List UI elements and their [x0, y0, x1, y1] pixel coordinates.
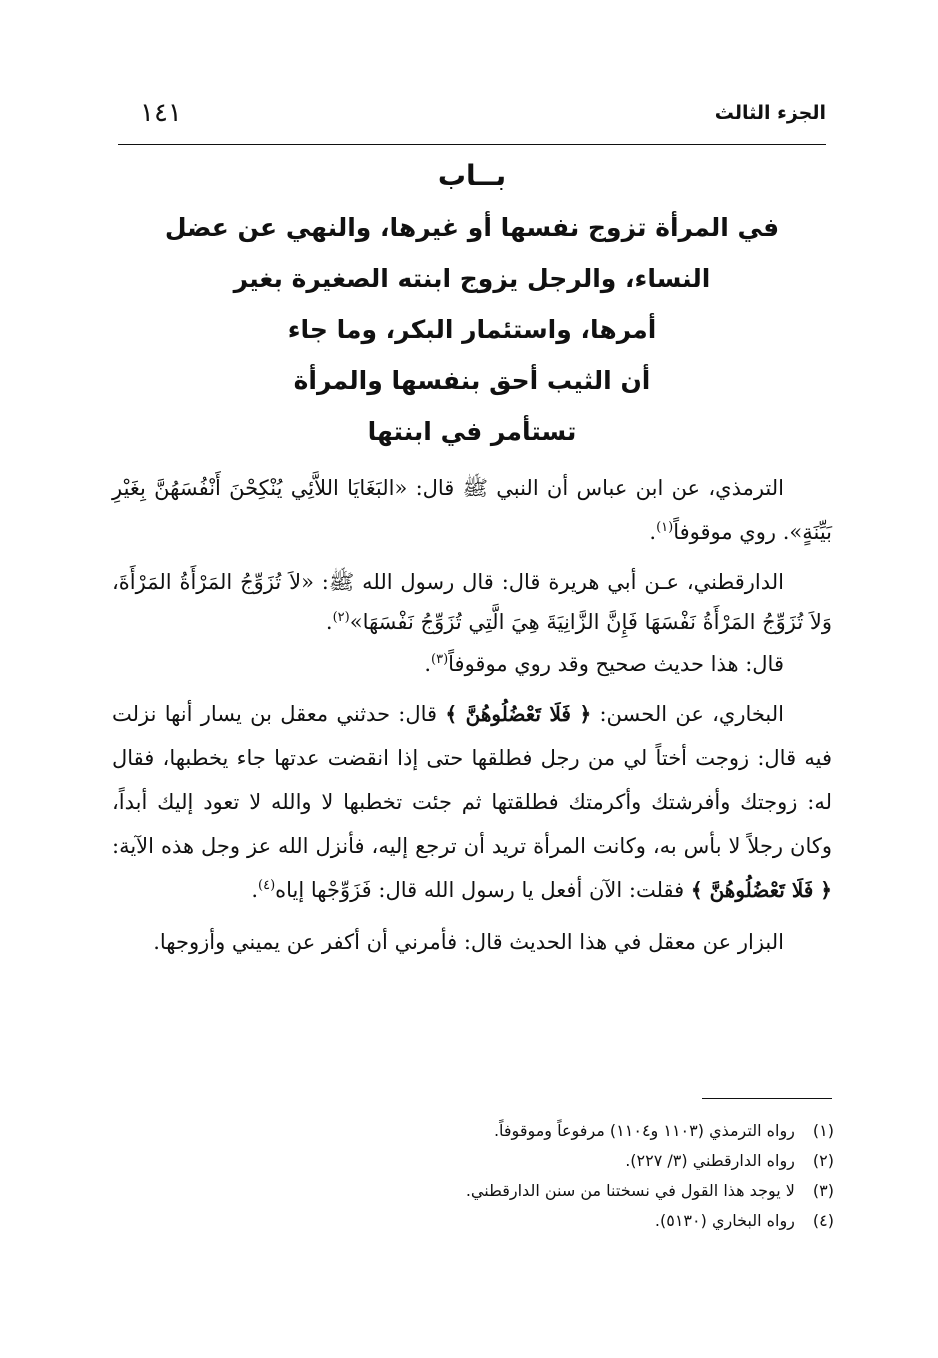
chapter-title-line-2: النساء، والرجل يزوج ابنته الصغيرة بغير — [233, 264, 711, 293]
footnote-ref-2[interactable]: (٢) — [332, 610, 350, 625]
main-text — [112, 466, 832, 972]
hadith-bazzar — [112, 920, 832, 964]
hadith-bukhari — [112, 692, 832, 912]
punctuation: . — [649, 520, 657, 544]
footnote-number: (١) — [812, 1121, 834, 1140]
footnote-text: رواه البخاري (٥١٣٠). — [654, 1211, 795, 1230]
chapter-heading — [118, 154, 826, 457]
volume-title: الجزء الثالث — [714, 102, 826, 124]
footnote-3 — [114, 1176, 834, 1206]
footnote-ref-1[interactable]: (١) — [656, 520, 674, 535]
paragraph-text: الترمذي، عن ابن عباس أن النبي ﷺ قال: «البَغَايَا اللاَّئِي يُنْكِحْنَ أَنْفُسَهُنَّ بِغَيْرِ بَيِّنَةٍ». روي موقوفاً — [112, 476, 832, 544]
footnote-4 — [114, 1206, 834, 1236]
quran-verse-2: ﴿ فَلَا تَعْضُلُوهُنَّ ﴾ — [690, 878, 832, 902]
paragraph-text: البزار عن معقل في هذا الحديث قال: فأمرني أن أكفر عن يميني وأزوجها. — [153, 930, 784, 954]
paragraph-text: البخاري، عن الحسن: — [599, 702, 784, 726]
footnote-ref-3[interactable]: (٣) — [431, 652, 449, 667]
paragraph-text: قال: هذا حديث صحيح وقد روي موقوفاً — [448, 652, 784, 676]
running-header — [118, 100, 826, 140]
punctuation: . — [424, 652, 431, 676]
chapter-title-line-1: في المرأة تزوج نفسها أو غيرها، والنهي عن عضل — [164, 213, 780, 242]
paragraph-text: فقلت: الآن أفعل يا رسول الله قال: فَزَوِّجْها إياه — [275, 878, 685, 902]
footnote-ref-4[interactable]: (٤) — [258, 878, 276, 893]
page-number: ١٤١ — [140, 98, 182, 128]
punctuation: . — [251, 878, 258, 902]
hadith-tirmidhi — [112, 466, 832, 554]
hadith-daraqutni — [112, 562, 832, 642]
footnote-text: رواه الترمذي (١١٠٣ و١١٠٤) مرفوعاً وموقوفاً. — [493, 1121, 795, 1140]
chapter-title-line-5: تستأمر في ابنتها — [367, 417, 577, 446]
footnote-1 — [114, 1116, 834, 1146]
footnote-number: (٣) — [812, 1181, 834, 1200]
paragraph-text: قال: حدثني معقل بن يسار أنها نزلت فيه قال: زوجت أختاً لي من رجل فطلقها حتى إذا انقضت عدتها جاء يخطبها، فقال له: زوجتك وأفرشتك وأكرمتك فطلقتها ثم جئت تخطبها لا والله لا تعود إليك أبداً، وكان رجلاً لا بأس به، وكانت المرأة تريد أن ترجع إليه، فأنزل الله عز وجل هذه الآية: — [112, 702, 832, 858]
header-divider — [118, 144, 826, 145]
chapter-word: بــاب — [437, 159, 507, 192]
paragraph-text: الدارقطني، عـن أبي هريرة قال: قال رسول الله ﷺ: «لاَ تُزَوِّجُ المَرْأَةُ المَرْأَةَ، وَلاَ تُزَوِّجُ المَرْأَةُ نَفْسَهَا فَإِنَّ الزَّانِيَةَ هِيَ الَّتِي تُزَوِّجُ نَفْسَهَا» — [112, 570, 832, 634]
footnote-number: (٢) — [812, 1151, 834, 1170]
punctuation: . — [325, 610, 333, 634]
footnote-text: رواه الدارقطني (٣/ ٢٢٧). — [625, 1151, 795, 1170]
footnote-number: (٤) — [812, 1211, 834, 1230]
chapter-title-line-3: أمرها، واستئمار البكر، وما جاء — [287, 315, 657, 344]
daraqutni-comment — [112, 644, 832, 684]
footnote-divider — [702, 1098, 832, 1099]
footnote-2 — [114, 1146, 834, 1176]
footnotes — [114, 1116, 834, 1236]
chapter-title-line-4: أن الثيب أحق بنفسها والمرأة — [293, 366, 651, 395]
quran-verse-1: ﴿ فَلَا تَعْضُلُوهُنَّ ﴾ — [445, 702, 592, 726]
footnote-text: لا يوجد هذا القول في نسختنا من سنن الدارقطني. — [465, 1181, 795, 1200]
